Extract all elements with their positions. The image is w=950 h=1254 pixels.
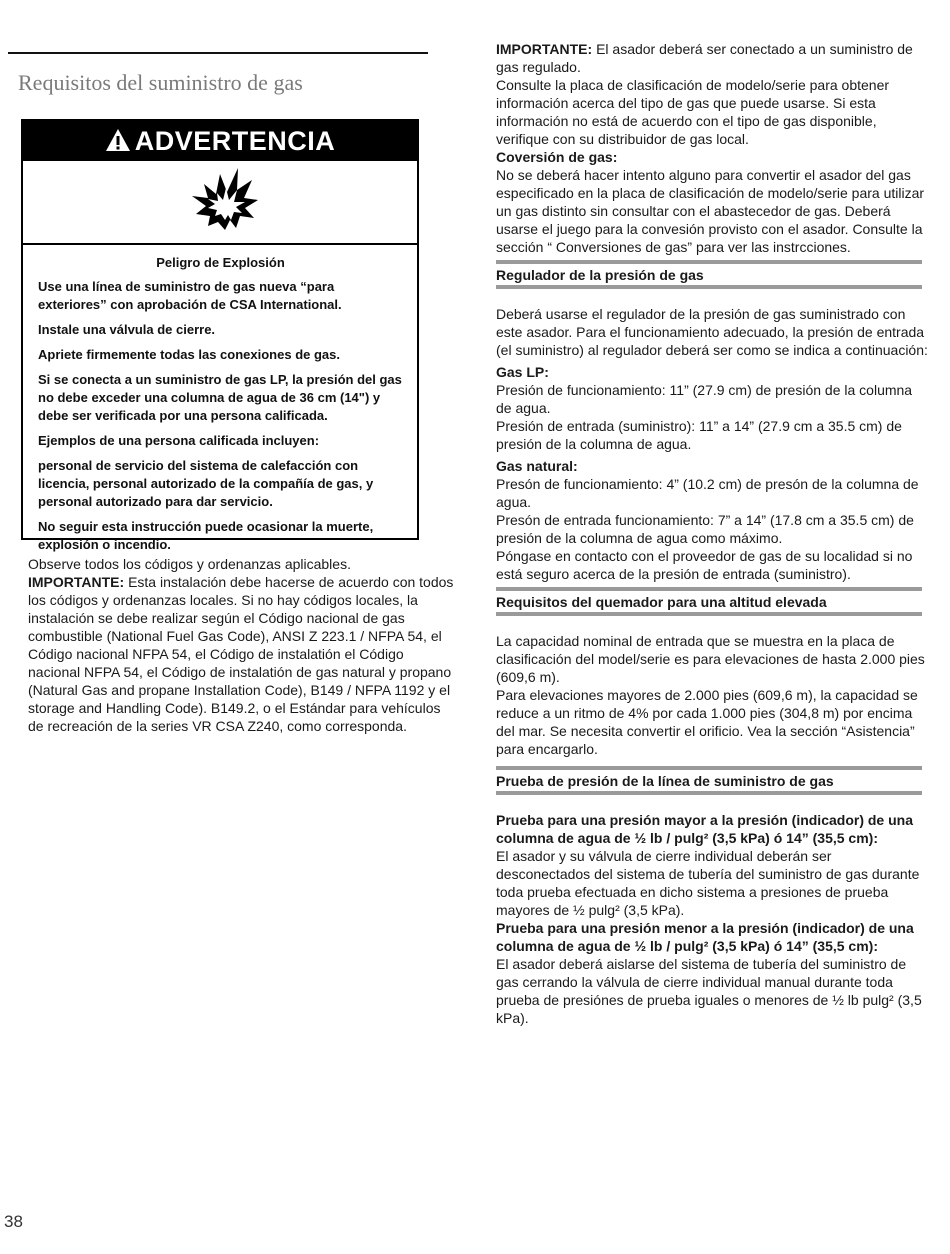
ng-contact: Póngase en contacto con el proveedor de gas de su localidad si no está seguro acerca de la presión de entrada (suministro). <box>496 548 913 582</box>
important-paragraph <box>28 573 458 735</box>
regulator-header: Regulador de la presión de gas <box>496 260 928 289</box>
explosion-icon <box>190 166 260 232</box>
warning-header-label: ADVERTENCIA <box>134 126 336 156</box>
warning-line: Use una línea de suministro de gas nueva “para exteriores” con aprobación de CSA International. <box>38 279 342 312</box>
lp-label: Gas LP: <box>496 364 549 380</box>
conversion-text: No se deberá hacer intento alguno para convertir el asador del gas especificado en la placa de clasificación de modelo/serie para utilizar un gas distinto sin consultar con el abastecedor de gas. Deberá usarse el juego para la convesión provisto con el asador. Consulte la sección “ Conversiones de gas” para ver las instrcciones. <box>496 167 925 255</box>
test-high-label: Prueba para una presión mayor a la presión (indicador) de una columna de agua de ½ lb / pulg² (3,5 kPa) ó 14” (35,5 cm): <box>496 812 913 846</box>
warning-line: personal de servicio del sistema de calefacción con licencia, personal autorizado de la compañía de gas, y personal autorizado para dar servicio. <box>38 458 374 509</box>
test-high-text: El asador y su válvula de cierre individual deberán ser desconectados del sistema de tubería del suministro de gas durante toda prueba efectuada en dicho sistema a presiones de prueba mayores de ½ pulg² (3,5 kPa). <box>496 848 920 918</box>
warning-line: Instale una válvula de cierre. <box>38 322 216 337</box>
intro-text: Observe todos los códigos y ordenanzas aplicables. <box>28 556 351 572</box>
lp-operation: Presión de funcionamiento: 11” (27.9 cm) de presión de la columna de agua. <box>496 382 913 416</box>
regulator-text: Deberá usarse el regulador de la presión de gas suministrado con este asador. Para el funcionamiento adecuado, la presión de entrada (el suministro) al regulador deberá ser como se indica a continuación: <box>496 306 928 358</box>
important-paragraph <box>496 40 928 76</box>
conversion-label: Coversión de gas: <box>496 149 618 165</box>
altitude-text: Para elevaciones mayores de 2.000 pies (609,6 m), la capacidad se reduce a un ritmo de 4% por cada 1.000 pies (304,8 m) por encima del mar. Se necesita convertir el orificio. Vea la sección “Asistencia” para encargarlo. <box>496 687 918 757</box>
section-title: Requisitos del suministro de gas <box>18 70 303 95</box>
ng-operation: Presón de funcionamiento: 4” (10.2 cm) de presón de la columna de agua. <box>496 476 919 510</box>
ng-inlet: Presón de entrada funcionamiento: 7” a 14” (17.8 cm a 35.5 cm) de presión de la columna de agua como máximo. <box>496 512 914 546</box>
consult-text: Consulte la placa de clasificación de modelo/serie para obtener información acerca del tipo de gas que puede usarse. Si esta información no está de acuerdo con el tipo de gas disponible, verifique con su distribuidor de gas local. <box>496 77 890 147</box>
important-text: El asador deberá ser conectado a un suministro de gas regulado. <box>496 41 913 75</box>
test-low-label: Prueba para una presión menor a la presión (indicador) de una columna de agua de ½ lb / pulg² (3,5 kPa) ó 14” (35,5 cm): <box>496 920 914 954</box>
warning-body <box>38 254 403 561</box>
warning-title: Peligro de Explosión <box>156 255 285 270</box>
altitude-header: Requisitos del quemador para una altitud elevada <box>496 587 928 616</box>
important-label: IMPORTANTE: <box>496 41 593 57</box>
important-label: IMPORTANTE: <box>28 574 125 590</box>
warning-line: Apriete firmemente todas las conexiones de gas. <box>38 347 340 362</box>
ng-label: Gas natural: <box>496 458 578 474</box>
top-rule <box>8 52 428 54</box>
warning-triangle-icon <box>105 123 131 163</box>
test-low-text: El asador deberá aislarse del sistema de tubería del suministro de gas cerrando la válvula de cierre individual manual durante toda prueba de presiónes de prueba iguales o menores de ½ lb pulg² (3,5 kPa). <box>496 956 922 1026</box>
warning-separator <box>23 243 417 245</box>
warning-line: Ejemplos de una persona calificada incluyen: <box>38 433 320 448</box>
altitude-text: La capacidad nominal de entrada que se muestra en la placa de clasificación del model/serie es para elevaciones de hasta 2.000 pies (609,6 m). <box>496 633 925 685</box>
left-column <box>28 555 458 735</box>
lp-inlet: Presión de entrada (suministro): 11” a 14” (27.9 cm a 35.5 cm) de presión de la columna de agua. <box>496 418 902 452</box>
warning-line: No seguir esta instrucción puede ocasionar la muerte, explosión o incendio. <box>38 519 374 552</box>
warning-header <box>23 121 417 161</box>
right-column <box>496 40 928 1027</box>
important-text: Esta instalación debe hacerse de acuerdo con todos los códigos y ordenanzas locales. Si no hay códigos locales, la instalación se debe realizar según el Código nacional de gas combustible (National Fuel Gas Code), ANSI Z 223.1 / NFPA 54, el Código nacional NFPA 54, el Código de instalatión el Código nacional NFPA 54, el Código de instalatión de gas natural y propano (Natural Gas and propane Installation Code), B149 / NFPA 1192 y el storage and Handling Code). B149.2, o el Estándar para vehículos de recreación de la series VR CSA Z240, como corresponda. <box>28 574 454 734</box>
page-number: 38 <box>4 1212 23 1231</box>
warning-line: Si se conecta a un suministro de gas LP, la presión del gas no debe exceder una columna de agua de 36 cm (14") y debe ser verificada por una persona calificada. <box>38 372 402 423</box>
pressure-test-header: Prueba de presión de la línea de suministro de gas <box>496 766 928 795</box>
